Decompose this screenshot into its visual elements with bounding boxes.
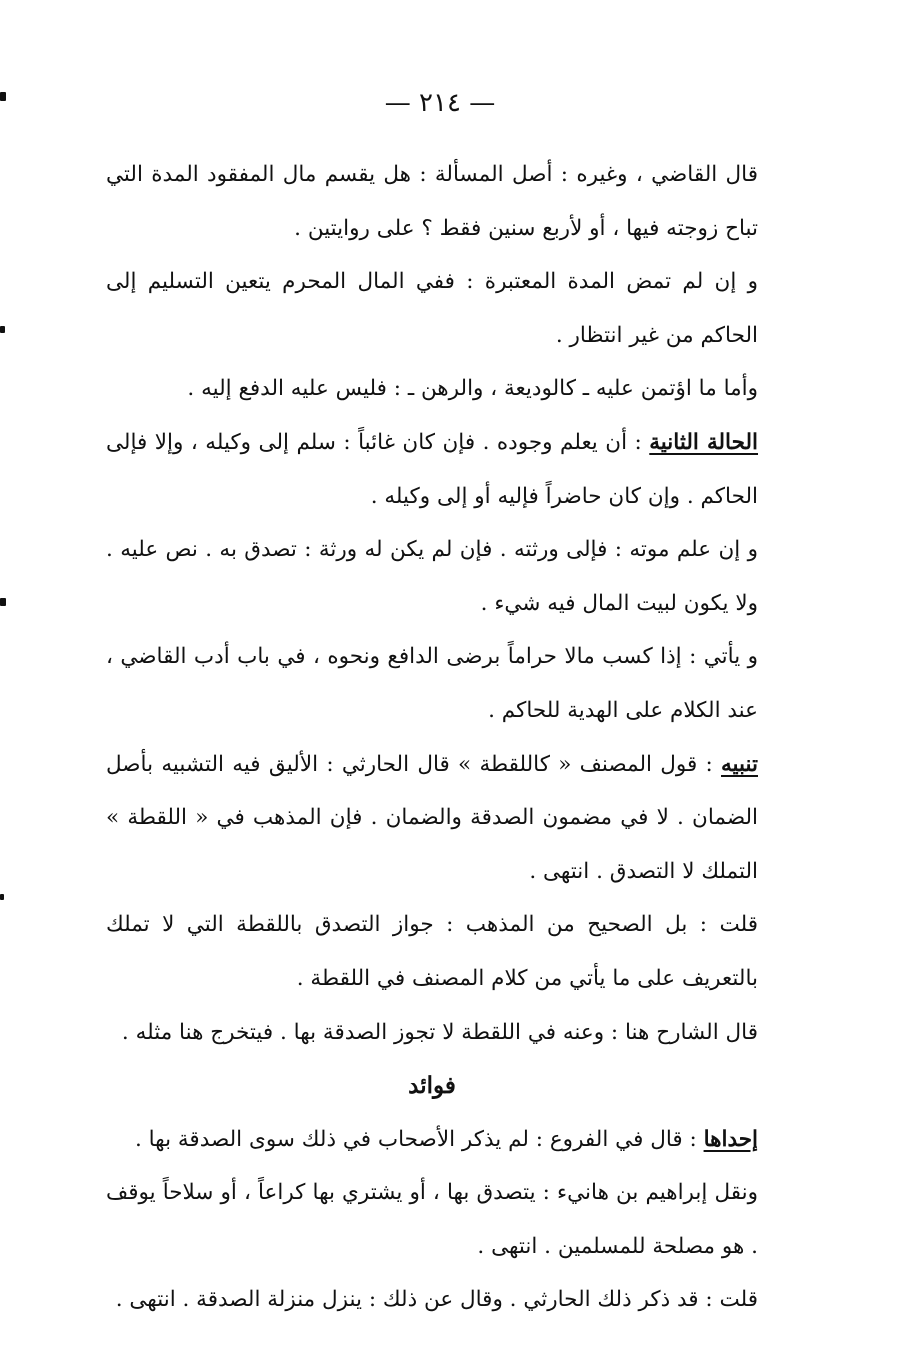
body-text xyxy=(106,148,758,1327)
label-first-benefit: إحداها xyxy=(703,1126,758,1152)
benefit-3: قلت : قد ذكر ذلك الحارثي . وقال عن ذلك : ينزل منزلة الصدقة . انتهى . xyxy=(115,1287,758,1313)
paragraph-9: قال الشارح هنا : وعنه في اللقطة لا تجوز الصدقة بها . فيتخرج هنا مثله . xyxy=(121,1019,758,1045)
paragraph-2: و إن لم تمض المدة المعتبرة : ففي المال المحرم يتعين التسليم إلى الحاكم من غير انتظار . xyxy=(106,269,758,348)
paragraph-5: و إن علم موته : فإلى ورثته . فإن لم يكن له ورثة : تصدق به . نص عليه . ولا يكون لبيت المال فيه شيء . xyxy=(106,537,758,616)
scan-mark xyxy=(0,894,4,900)
benefit-1 xyxy=(106,1113,758,1167)
paragraph-4 xyxy=(106,416,758,523)
scan-mark xyxy=(0,92,6,101)
paragraph-3: وأما ما اؤتمن عليه ـ كالوديعة ، والرهن ـ : فليس عليه الدفع إليه . xyxy=(187,376,758,402)
page-number: — ٢١٤ — xyxy=(384,88,496,118)
paragraph-1: قال القاضي ، وغيره : أصل المسألة : هل يقسم مال المفقود المدة التي تباح زوجته فيها ، أو لأربع سنين فقط ؟ على روايتين . xyxy=(106,162,758,241)
paragraph-4-text: : أن يعلم وجوده . فإن كان غائباً : سلم إلى وكيله ، وإلا فإلى الحاكم . وإن كان حاضراً فإليه أو إلى وكيله . xyxy=(106,429,758,509)
label-second-case: الحالة الثانية xyxy=(649,429,759,455)
paragraph-7-text: : قول المصنف « كاللقطة » قال الحارثي : الأليق فيه التشبيه بأصل الضمان . لا في مضمون الصدقة والضمان . فإن المذهب في « اللقطة » التملك لا التصدق . انتهى . xyxy=(106,751,758,884)
paragraph-7 xyxy=(106,738,758,899)
paragraph-6: و يأتي : إذا كسب مالا حراماً برضى الدافع ونحوه ، في باب أدب القاضي ، عند الكلام على الهدية للحاكم . xyxy=(106,644,758,723)
scan-mark xyxy=(0,326,5,333)
benefit-2: ونقل إبراهيم بن هانيء : يتصدق بها ، أو يشتري بها كراعاً ، أو سلاحاً يوقف . هو مصلحة للمسلمين . انتهى . xyxy=(106,1180,758,1259)
label-note: تنبيه xyxy=(721,751,758,777)
scan-mark xyxy=(0,598,6,606)
paragraph-8: قلت : بل الصحيح من المذهب : جواز التصدق باللقطة التي لا تملك بالتعريف على ما يأتي من كلام المصنف في اللقطة . xyxy=(106,912,758,991)
benefit-1-text: : قال في الفروع : لم يذكر الأصحاب في ذلك سوى الصدقة بها . xyxy=(134,1126,697,1152)
section-heading: فوائد xyxy=(408,1072,456,1100)
